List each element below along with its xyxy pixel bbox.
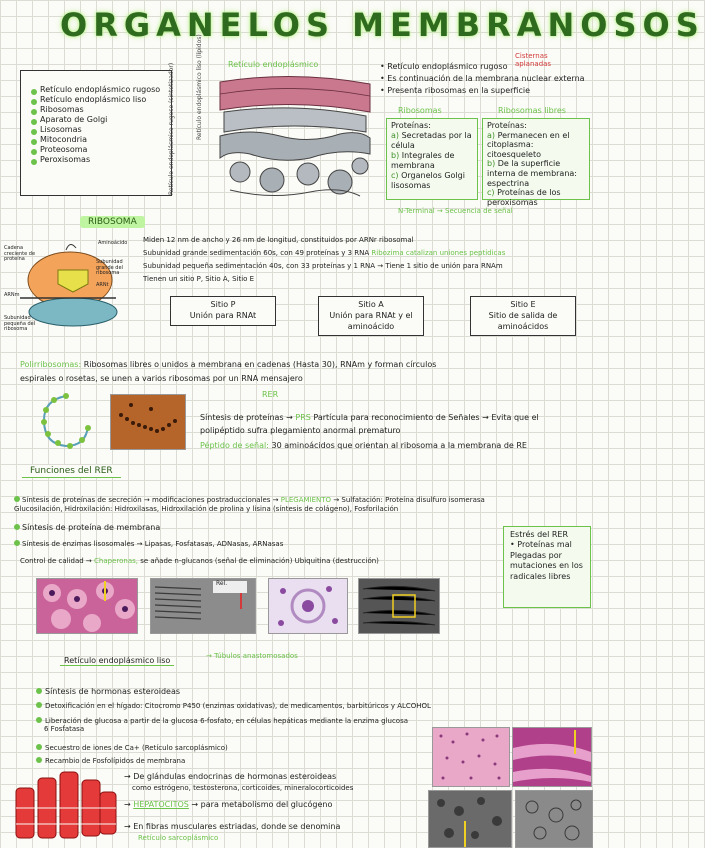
rel-item: Liberación de glucosa a partir de la glucosa 6-fosfato, en células hepáticas mediante la enzima glucosa [36,713,408,725]
list-item: b) De la superficie interna de membrana: espectrina [487,159,578,188]
ribosoma-line: Miden 12 nm de ancho y 26 nm de longitud, constituidos por ARNr ribosomal [143,236,414,244]
ribosome-label: ARNm [4,292,20,298]
funciones-line1: Síntesis de proteínas de secreción → modificaciones postraduccionales → PLEGAMIENTO → Sulfatación: Proteína disulfuro isomerasa [14,492,485,504]
list-item: Ribosomas [31,105,171,115]
funciones-header: Funciones del RER [22,465,121,478]
rer-histology-image-2 [268,578,348,634]
list-item: Mitocondria [31,135,171,145]
rel-em-image-1 [428,790,512,848]
rel-header: Retículo endoplásmico liso [60,656,174,666]
rel-sub3b: Retículo sarcoplásmico [138,834,219,842]
estres-box: Estrés del RER • Proteínas mal Plegadas por mutaciones en los radicales libres [503,526,591,608]
funciones-line3: Síntesis de proteína de membrana [14,520,160,532]
polysome-spiral-illustration [36,388,96,454]
list-item: Peroxisomas [31,155,171,165]
rel-tubulos: → Túbulos anastomosados [206,652,298,660]
ribosome-label: Subunidad pequeña del ribosoma [4,315,36,332]
rer-title: • Retículo endoplásmico rugoso [380,62,508,71]
rer-col1-box: Proteínas: a) Secretadas por la célula b) Integrales de membrana c) Organelos Golgi lisosomas [386,118,478,200]
rer-col2-header: Ribosomas libres [498,106,566,115]
list-item: Proteosoma [31,145,171,155]
site-a-box: Sitio A Unión para RNAt y el aminoácido [318,296,424,336]
rer-bullet: • Es continuación de la membrana nuclear externa [380,74,585,83]
ribosoma-line: Subunidad grande sedimentación 60s, con 49 proteínas y 3 RNA Ribozima catalizan uniones peptídicas [143,249,506,257]
ribosome-label: Aminoácido [98,240,128,246]
rel-item: Detoxificación en el hígado: Citocromo P450 (enzimas oxidativas), de medicamentos, barbitúricos y ALCOHOL [36,698,431,710]
site-e-box: Sitio E Sitio de salida de aminoácidos [470,296,576,336]
rer-histology-image-1 [36,578,138,634]
organelle-list [21,71,171,165]
ribosome-label: Cadena creciente de proteína [4,245,36,262]
re-diagram-label: Retículo endoplásmico [228,60,319,69]
ribosome-label: Subunidad grande del ribosoma [96,259,123,276]
rel-sub3: → En fibras musculares estriadas, donde se denomina [124,822,341,831]
list-item: Lisosomas [31,125,171,135]
rel-item: 6 Fosfatasa [44,725,85,733]
rel-em-image-2 [515,790,593,848]
funciones-line5: Control de calidad → Chaperonas, se añade n-glucanos (señal de eliminación) Ubiquitina (destrucción) [20,557,379,565]
list-item: Retículo endoplásmico liso [31,95,171,105]
rer-bullet: • Presenta ribosomas en la superficie [380,86,530,95]
rel-item: Secuestro de iones de Ca+ (Retículo sarcoplásmico) [36,740,228,752]
list-item: b) Integrales de membrana [391,151,455,170]
rel-sub2: → HEPATOCITOS → para metabolismo del glucógeno [124,800,333,809]
rel-sub1: → De glándulas endocrinas de hormonas esteroideas [124,772,337,781]
funciones-line4: Síntesis de enzimas lisosomales → Lipasas, Fosfatasas, ADNasas, ARNasas [14,536,283,548]
polirribosomas-text-2: espirales o rosetas, se unen a varios ribosomas por un RNA mensajero [20,374,303,383]
hepatocyte-histology-image [512,727,592,787]
page-title: ORGANELOS MEMBRANOSOS [60,6,705,44]
rer-em-image-2 [358,578,440,634]
rel-item: Síntesis de hormonas esteroideas [36,684,180,696]
rer-footer: N-Terminal → Secuencia de señal [398,207,513,215]
rel-item: Recambio de Fosfolípidos de membrana [36,753,185,765]
rer-em-tag: Rel. [216,580,228,587]
cisternas-note: Cisternas aplanadas [515,52,552,69]
rer-sub-line1: Síntesis de proteínas → PRS Partícula para reconocimiento de Señales → Evita que el [200,413,539,422]
list-item: c) Organelos Golgi lisosomas [391,171,465,190]
liver-histology-image [432,727,510,787]
list-item: a) Secretadas por la célula [391,131,472,150]
rer-sub-tag: RER [262,390,279,399]
rer-col2-box: Proteínas: a) Permanecen en el citoplasma: citoesqueleto b) De la superficie interna de membrana: espectrina c) Proteínas de los peroxisomas [482,118,590,200]
rer-sub-line2: polipéptido sufra plegamiento anormal prematuro [200,426,401,435]
organelle-list-box [20,70,172,196]
rel-sub1b: como estrógeno, testosterona, corticoides, mineralocorticoides [132,784,354,792]
ribosoma-line: Subunidad pequeña sedimentación 40s, con 33 proteínas y 1 RNA → Tiene 1 sitio de unión para RNAm [143,262,503,270]
ribosoma-line: Tienen un sitio P, Sitio A, Sitio E [143,275,255,283]
ribosome-label: ARNt [96,282,109,288]
re-side-right: Retículo endoplásmico liso (lípidos) [196,34,203,140]
list-item: c) Proteínas de los peroxisomas [487,188,561,207]
re-side-left: Retículo endoplásmico rugoso (sintetizador) [168,62,175,195]
list-item: • Proteínas mal Plegadas por mutaciones en los radicales libres [510,540,583,581]
list-item: Retículo endoplásmico rugoso [31,85,171,95]
funciones-line2: Glucosilación, Hidroxilación: Hidroxilasas, Hidroxilación de prolina y lisina (síntesis de colágeno), Fosforilación [14,505,399,513]
list-item: Aparato de Golgi [31,115,171,125]
polysome-micrograph [110,394,186,450]
site-p-box: Sitio P Unión para RNAt [170,296,276,326]
list-item: a) Permanecen en el citoplasma: citoesqueleto [487,130,570,159]
rer-sub-line3: Péptido de señal: 30 aminoácidos que orientan al ribosoma a la membrana de RE [200,441,527,450]
rer-em-image [150,578,256,634]
polirribosomas-text: Polirribosomas: Ribosomas libres o unidos a membrana en cadenas (Hasta 30), RNAm y forman círculos [20,360,437,369]
sarcoplasmic-reticulum-illustration [8,768,120,846]
rer-col1-header: Ribosomas [398,106,442,115]
ribosoma-header: RIBOSOMA [80,216,145,228]
re-diagram-illustration [210,72,378,207]
